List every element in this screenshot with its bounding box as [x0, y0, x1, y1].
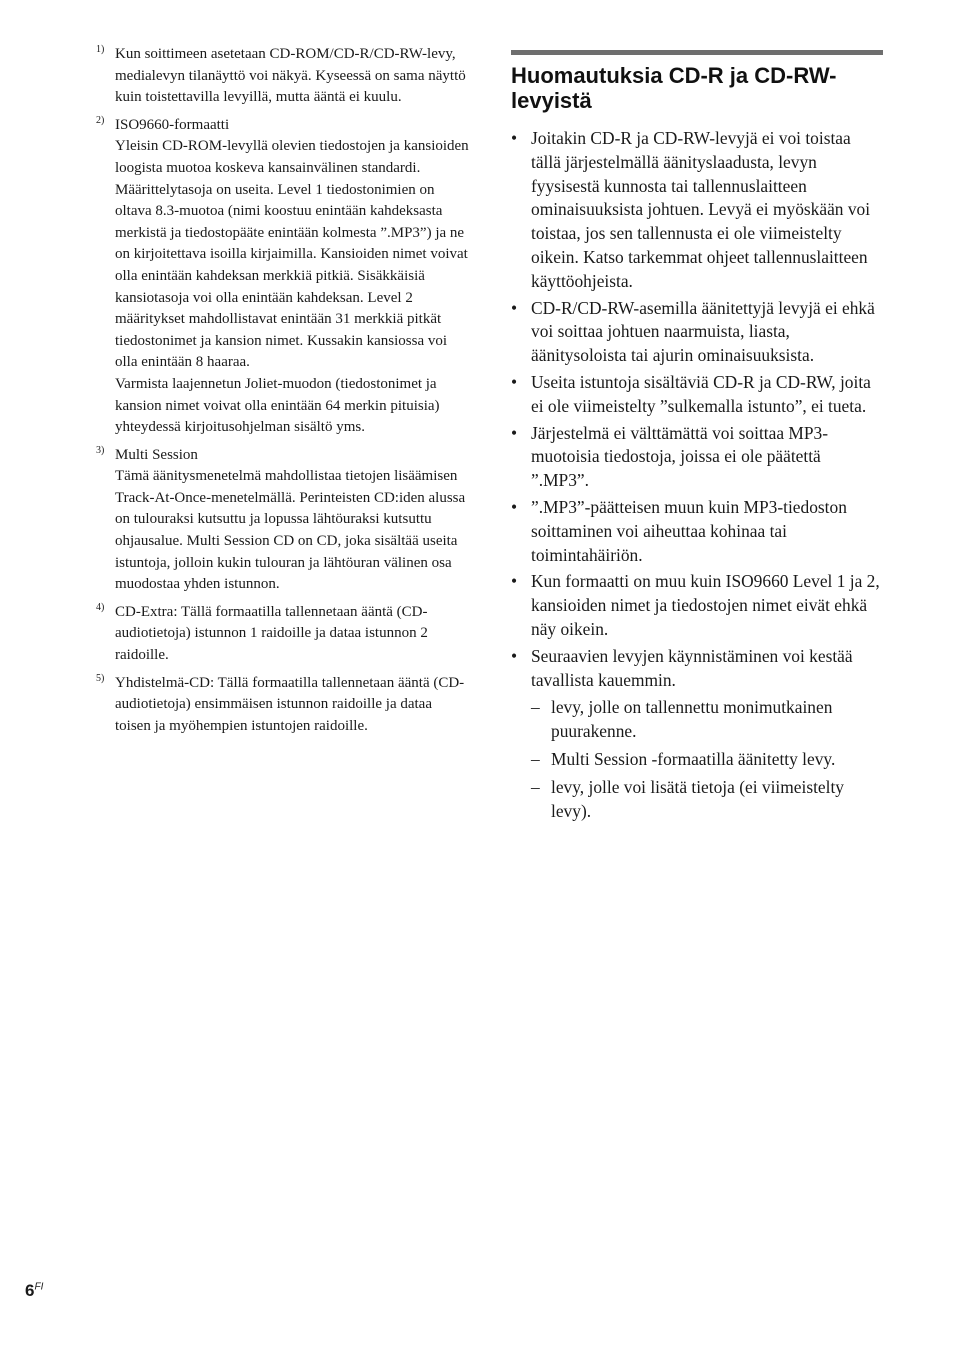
bullet-dot: • — [511, 297, 518, 318]
notes-section — [511, 50, 883, 827]
footnote-text: ISO9660-formaatti — [115, 116, 230, 133]
footnote-marker: 5) — [96, 672, 105, 684]
bullet-dot: • — [511, 496, 518, 517]
language-code: FI — [34, 1281, 44, 1293]
bullet-dot: • — [511, 645, 518, 666]
sub-list — [531, 696, 883, 823]
footnote-marker: 2) — [96, 114, 105, 126]
sub-item — [531, 748, 883, 772]
footnote — [96, 602, 470, 667]
sub-dash: – — [531, 697, 540, 718]
bullet-dot: • — [511, 422, 518, 443]
section-title: Huomautuksia CD-R ja CD-RW-levyistä — [511, 63, 837, 113]
bullet-item — [511, 297, 883, 368]
sub-item — [531, 696, 883, 744]
footnote — [96, 44, 470, 109]
bullet-dot: • — [511, 571, 518, 592]
footnote-marker: 3) — [96, 444, 105, 456]
sub-dash: – — [531, 776, 540, 797]
notes-list — [511, 127, 883, 823]
sub-text: levy, jolle on tallennettu monimutkainen puurakenne. — [551, 697, 833, 742]
bullet-dot: • — [511, 371, 518, 392]
footnote — [96, 115, 470, 439]
footnote — [96, 445, 470, 596]
bullet-item — [511, 422, 883, 493]
bullet-item — [511, 496, 883, 567]
footnote-marker: 1) — [96, 44, 105, 55]
bullet-item — [511, 570, 883, 641]
section-rule — [511, 50, 883, 55]
footnotes-column — [96, 44, 470, 743]
footnote-text: Multi Session — [115, 446, 198, 463]
footnote-text: Yleisin CD-ROM-levyllä olevien tiedostojen ja kansioiden loogista muotoa koskeva kansainvälinen standardi. Määrittelytasoja on useita. Level 1 tiedostonimien on oltava 8.3-muotoa (nimi koostuu enintään kahdeksasta merkistä ja tiedostopääte enintään kolmesta ”.MP3”) ja ne on kirjoitettava isoilla kirjaimilla. Kansioiden nimet voivat olla enintään kahdeksan merkkiä pitkiä. Sisäkkäisiä kansiotasoja voi olla enintään kahdeksan. Level 2 määritykset mahdollistavat enintään 31 merkkiä pitkät tiedostonimet ja kansion nimet. Kussakin kansiossa voi olla enintään 8 haaraa. — [115, 138, 469, 371]
footnote-text: CD-Extra: Tällä formaatilla tallennetaan ääntä (CD-audiotietoja) istunnon 1 raidoille ja dataa istunnon 2 raidoille. — [115, 603, 428, 664]
bullet-item — [511, 371, 883, 419]
bullet-text: Kun formaatti on muu kuin ISO9660 Level 1 ja 2, kansioiden nimet ja tiedostojen nimet eivät ehkä näy oikein. — [531, 571, 880, 639]
sub-text: levy, jolle voi lisätä tietoja (ei viimeistelty levy). — [551, 776, 844, 821]
sub-dash: – — [531, 748, 540, 769]
page-number-value: 6 — [25, 1281, 35, 1300]
bullet-text: Joitakin CD-R ja CD-RW-levyjä ei voi toistaa tällä järjestelmällä äänityslaadusta, levyn fyysisestä kunnosta tai tallennuslaitteen ominaisuuksista johtuen. Levyä ei myöskään voi toistaa, jos sen tallennusta ei ole viimeistelty oikein. Katso tarkemmat ohjeet tallennuslaitteen käyttöohjeista. — [531, 128, 871, 291]
footnote-marker: 4) — [96, 601, 105, 613]
bullet-text: CD-R/CD-RW-asemilla äänitettyjä levyjä ei ehkä voi soittaa johtuen naarmuista, liasta, äänitysoloista tai ajurin ominaisuuksista. — [531, 297, 875, 366]
bullet-item — [511, 127, 883, 294]
bullet-text: Järjestelmä ei välttämättä voi soittaa MP3-muotoisia tiedostoja, joissa ei ole päätettä ”.MP3”. — [531, 422, 829, 491]
bullet-text: Useita istuntoja sisältäviä CD-R ja CD-RW, joita ei ole viimeistelty ”sulkemalla istunto”, ei tueta. — [531, 371, 871, 416]
bullet-item — [511, 645, 883, 824]
footnote-text: Varmista laajennetun Joliet-muodon (tiedostonimet ja kansion nimet voivat olla enintään 64 merkin pituisia) yhteydessä kirjoitusohjelman sisältö yms. — [115, 375, 440, 436]
footnote-text: Tämä äänitysmenetelmä mahdollistaa tietojen lisäämisen Track-At-Once-menetelmällä. Perinteisten CD:iden alussa on tulouraksi kutsuttu ja lopussa lähtöuraksi kutsuttu ohjausalue. Multi Session CD on CD, joka sisältää useita istuntoja, jolloin kukin tulouran ja lähtöuran välinen osa muodostaa yhden istunnon. — [115, 468, 466, 593]
sub-text: Multi Session -formaatilla äänitetty levy. — [551, 748, 836, 769]
footnote-text: Kun soittimeen asetetaan CD-ROM/CD-R/CD-RW-levy, medialevyn tilanäyttö voi näkyä. Kyseessä on sama näyttö kuin toistettavilla levyillä, mutta ääntä ei kuulu. — [115, 46, 466, 106]
bullet-text: Seuraavien levyjen käynnistäminen voi kestää tavallista kauemmin. — [531, 645, 853, 690]
sub-item — [531, 776, 883, 824]
footnote — [96, 673, 470, 738]
bullet-text: ”.MP3”-päätteisen muun kuin MP3-tiedoston soittaminen voi aiheuttaa kohinaa tai toimintahäiriön. — [531, 496, 847, 565]
page-number — [25, 1281, 43, 1301]
footnote-text: Yhdistelmä-CD: Tällä formaatilla tallennetaan ääntä (CD-audiotietoja) ensimmäisen istunnon raidoille ja dataa toisen ja myöhempien istuntojen raidoille. — [115, 674, 465, 734]
bullet-dot: • — [511, 128, 518, 148]
